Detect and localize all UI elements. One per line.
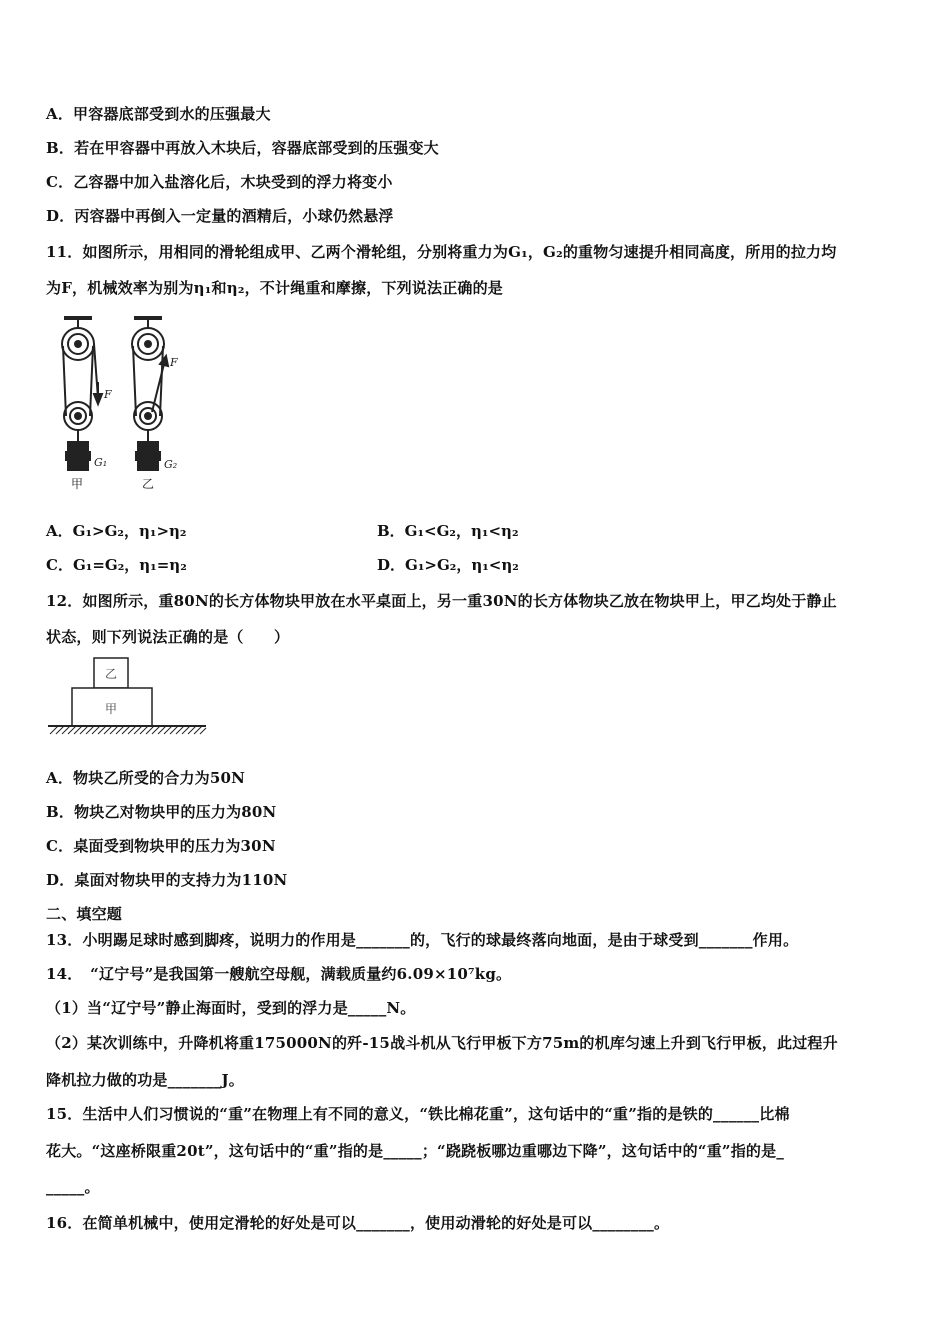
q14-part1: （1）当“辽宁号”静止海面时，受到的浮力是_____N。 — [46, 999, 416, 1017]
block-yi-label: 乙 — [105, 667, 118, 681]
pulley-system-yi — [132, 318, 168, 470]
blocks-figure — [46, 656, 210, 740]
q13-text: 13．小明踢足球时感到脚疼，说明力的作用是_______的，飞行的球最终落向地面，是由于球受到_______作用。 — [46, 931, 799, 949]
q11-option-d: D．G₁>G₂，η₁<η₂ — [377, 556, 519, 574]
pulley-figure — [52, 312, 192, 492]
q12-option-a: A．物块乙所受的合力为50N — [46, 769, 246, 787]
q15-line3: _____。 — [46, 1178, 100, 1196]
q12-stem-line2: 状态，则下列说法正确的是（ ） — [46, 628, 290, 646]
q12-option-c: C．桌面受到物块甲的压力为30N — [46, 837, 276, 855]
q15-line2: 花大。“这座桥限重20t”，这句话中的“重”指的是_____；“跷跷板哪边重哪边下降”，这句话中的“重”指的是_ — [46, 1142, 785, 1160]
block-jia-label: 甲 — [105, 702, 118, 716]
q10-option-b: B．若在甲容器中再放入木块后，容器底部受到的压强变大 — [46, 139, 439, 157]
q12-option-b: B．物块乙对物块甲的压力为80N — [46, 803, 277, 821]
figure-label-g1: G₁ — [94, 456, 108, 469]
figure-label-f-right: F — [170, 356, 178, 369]
q11-stem-line1: 11．如图所示，用相同的滑轮组成甲、乙两个滑轮组，分别将重力为G₁，G₂的重物匀速提升相同高度，所用的拉力均 — [46, 243, 837, 261]
q14-part2-line1: （2）某次训练中，升降机将重175000N的歼-15战斗机从飞行甲板下方75m的机库匀速上升到飞行甲板，此过程升 — [46, 1034, 838, 1052]
figure-label-jia: 甲 — [71, 477, 84, 491]
table-hatching — [50, 726, 206, 734]
figure-label-yi: 乙 — [142, 477, 155, 491]
section-heading-fill-blank: 二、填空题 — [46, 905, 123, 923]
q16-text: 16．在简单机械中，使用定滑轮的好处是可以_______，使用动滑轮的好处是可以________。 — [46, 1214, 670, 1232]
figure-label-g2: G₂ — [164, 458, 178, 471]
q11-options-row2 — [46, 554, 906, 576]
q15-line1: 15．生活中人们习惯说的“重”在物理上有不同的意义，“铁比棉花重”，这句话中的“重”指的是铁的______比棉 — [46, 1105, 790, 1123]
q11-option-b: B．G₁<G₂，η₁<η₂ — [377, 522, 519, 540]
figure-label-f-left: F — [104, 388, 112, 401]
q11-options-row1 — [46, 520, 906, 542]
q11-option-c: C．G₁=G₂，η₁=η₂ — [46, 556, 187, 574]
q10-option-a: A．甲容器底部受到水的压强最大 — [46, 105, 271, 123]
q14-stem: 14． “辽宁号”是我国第一艘航空母舰，满载质量约6.09×10⁷kg。 — [46, 965, 512, 983]
q11-stem-line2: 为F，机械效率为别为η₁和η₂，不计绳重和摩擦，下列说法正确的是 — [46, 279, 504, 297]
q12-option-d: D．桌面对物块甲的支持力为110N — [46, 871, 288, 889]
pulley-system-jia — [62, 318, 102, 470]
q10-option-d: D．丙容器中再倒入一定量的酒精后，小球仍然悬浮 — [46, 207, 394, 225]
q11-option-a: A．G₁>G₂，η₁>η₂ — [46, 522, 187, 540]
q12-stem-line1: 12．如图所示，重80N的长方体物块甲放在水平桌面上，另一重30N的长方体物块乙放在物块甲上，甲乙均处于静止 — [46, 592, 837, 610]
q10-option-c: C．乙容器中加入盐溶化后，木块受到的浮力将变小 — [46, 173, 393, 191]
q14-part2-line2: 降机拉力做的功是_______J。 — [46, 1071, 244, 1089]
